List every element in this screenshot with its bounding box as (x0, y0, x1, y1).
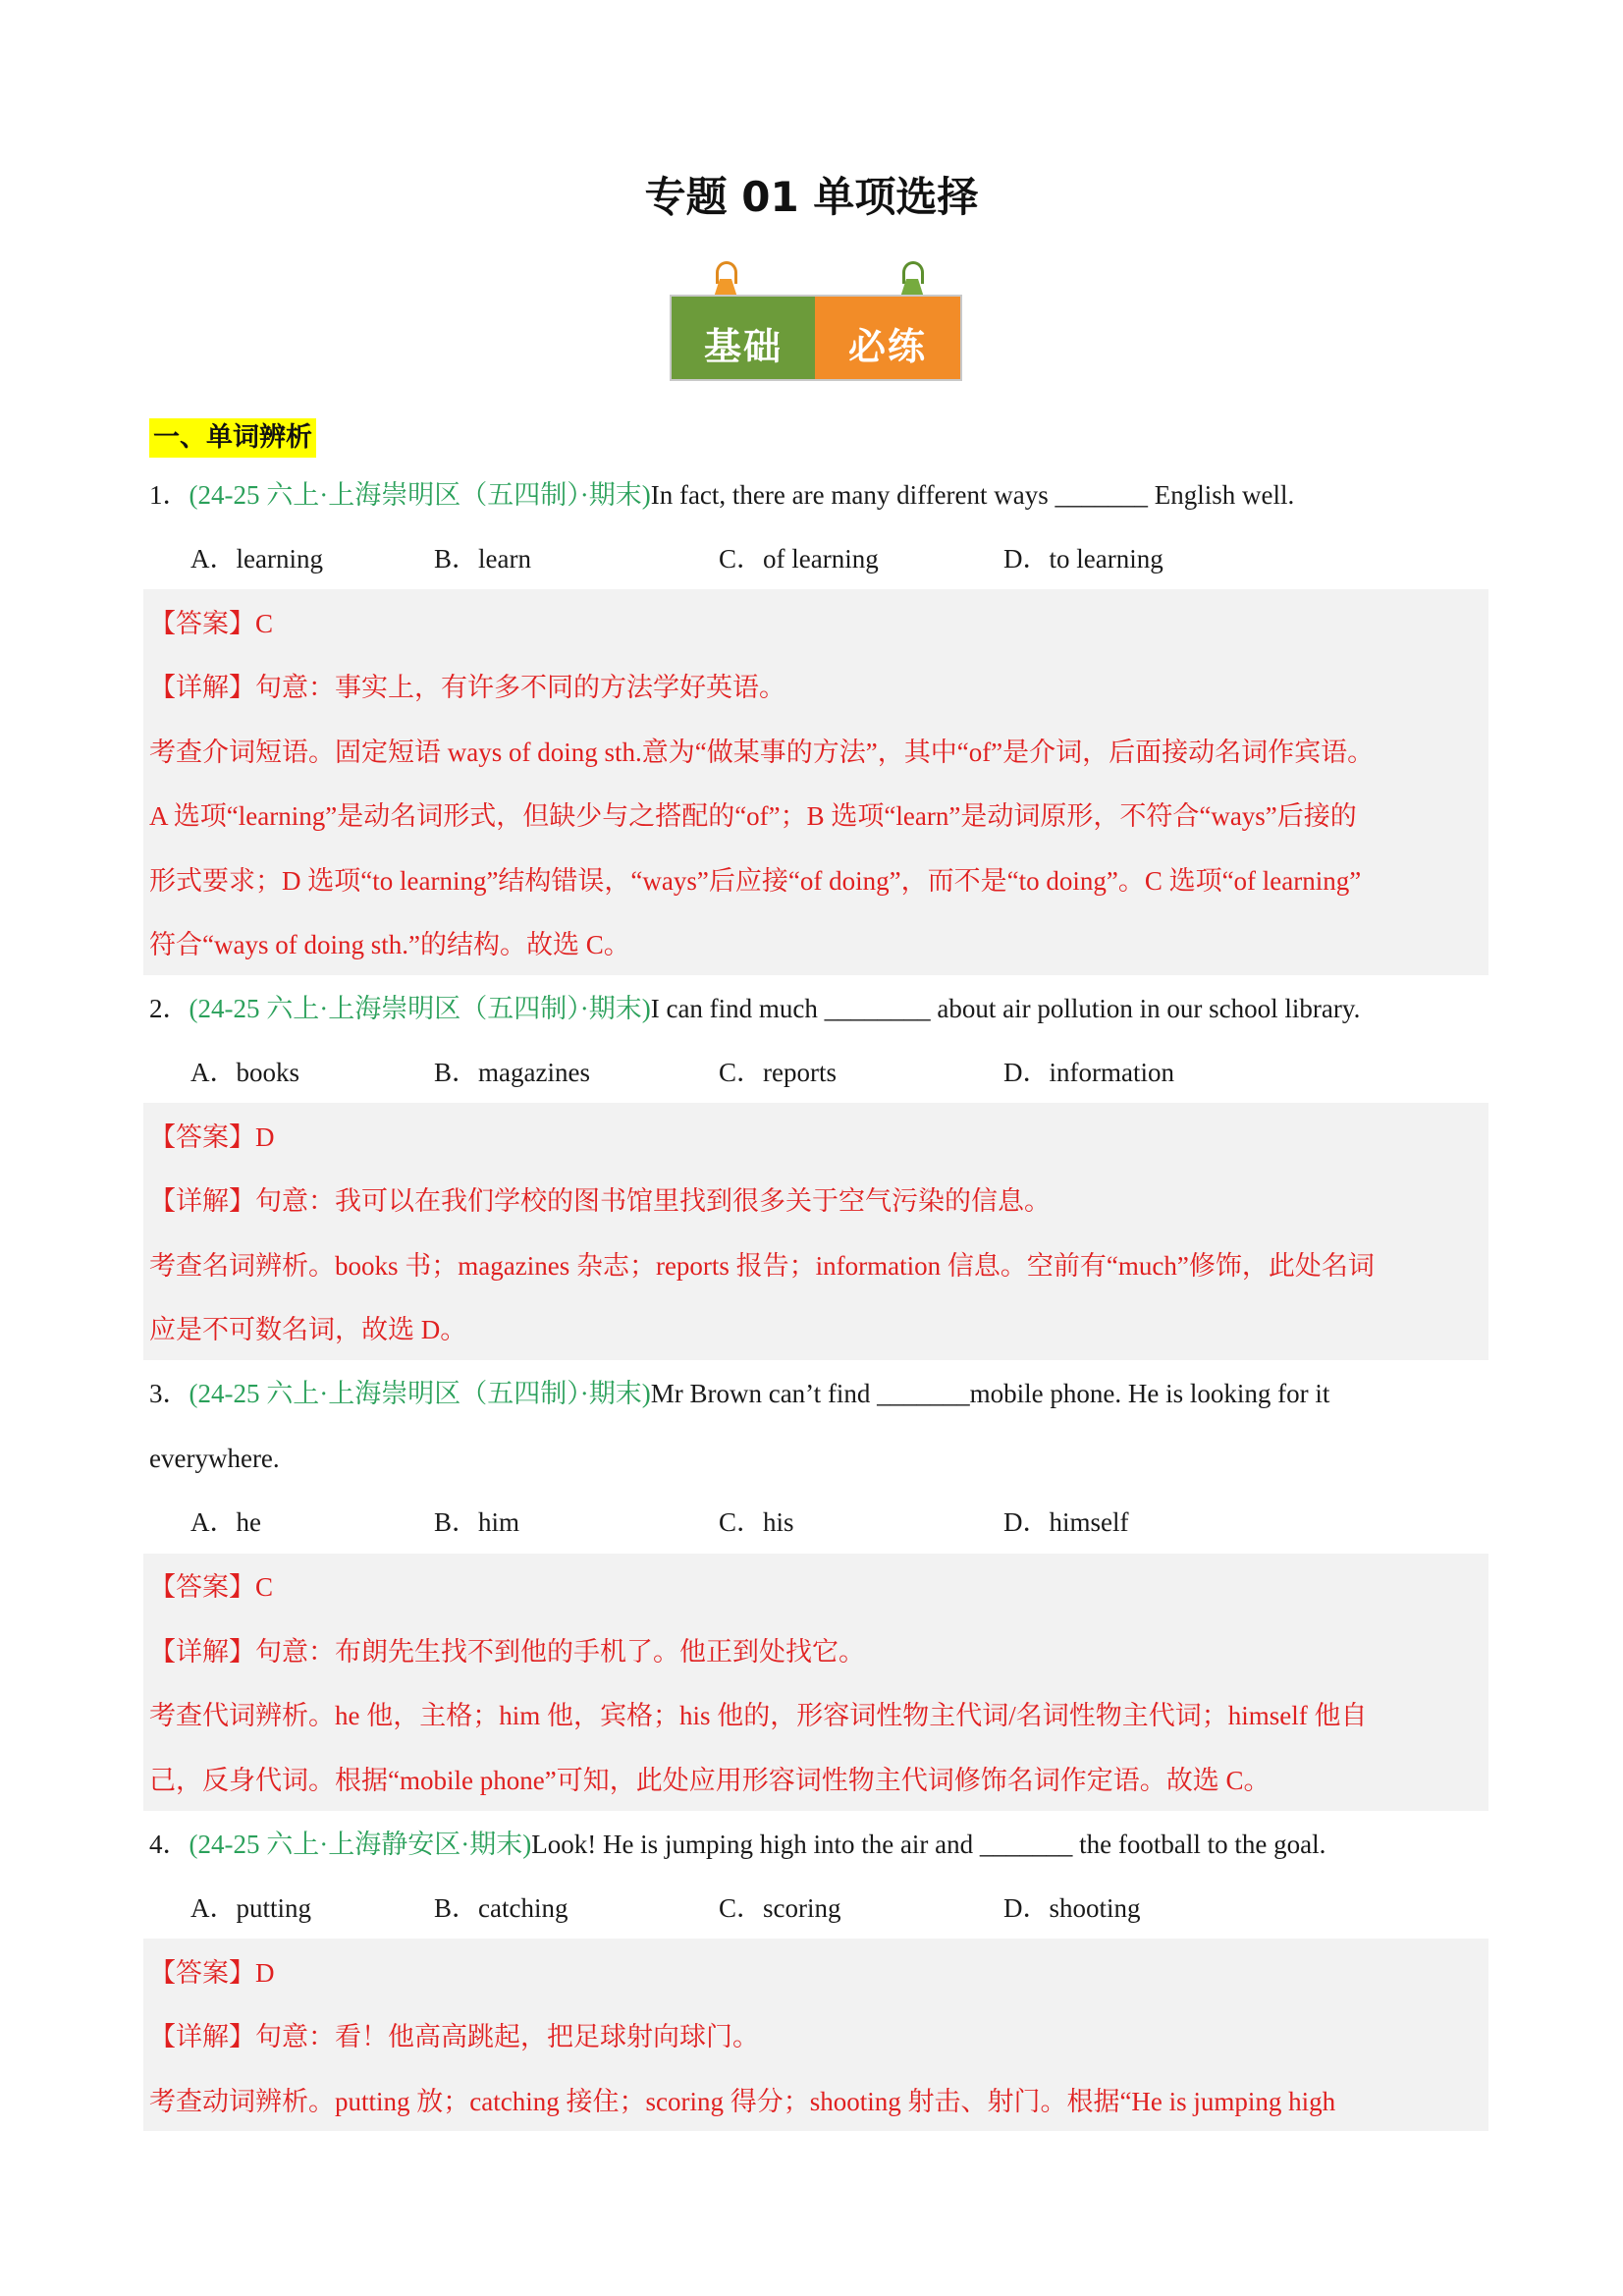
question-source: (24-25 六上·上海静安区·期末) (189, 1830, 532, 1859)
answer-explain-line: 应是不可数名词，故选 D。 (149, 1315, 467, 1344)
question-source: (24-25 六上·上海崇明区（五四制）·期末) (189, 480, 651, 510)
answer-explain-line: 考查介词短语。固定短语 ways of doing sth.意为“做某事的方法”，其中“of”是介词，后面接动名词作宾语。 (149, 738, 1375, 767)
answer-explain-line: 形式要求；D 选项“to learning”结构错误，“ways”后应接“of doing”，而不是“to doing”。C 选项“of learning” (149, 866, 1362, 896)
option-d: D．information (1003, 1058, 1174, 1087)
option-a: A．learning (190, 544, 323, 574)
question-stem: Mr Brown can’t find _______mobile phone. He is looking for it (650, 1379, 1330, 1408)
question-number: 4． (149, 1830, 189, 1859)
question-source: (24-25 六上·上海崇明区（五四制）·期末) (189, 1379, 651, 1408)
answer-explain-line: A 选项“learning”是动名词形式，但缺少与之搭配的“of”；B 选项“learn”是动词原形，不符合“ways”后接的 (149, 801, 1357, 831)
answer-explain-line: 己，反身代词。根据“mobile phone”可知，此处应用形容词性物主代词修饰名词作定语。故选 C。 (149, 1766, 1271, 1795)
question-3 (149, 1376, 1329, 1411)
question-stem-continued: everywhere. (149, 1444, 280, 1473)
option-d: D．himself (1003, 1507, 1129, 1537)
option-d: D．to learning (1003, 544, 1163, 574)
option-c: C．of learning (719, 544, 879, 574)
banner-left (670, 295, 815, 381)
question-number: 1． (149, 480, 189, 510)
answer-detail: 【详解】句意：事实上，有许多不同的方法学好英语。 (149, 673, 785, 702)
banner-left-text: 基础 (703, 325, 783, 368)
option-a: A．he (190, 1507, 261, 1537)
banner-right-text: 必练 (847, 325, 927, 368)
answer-explain-line: 考查代词辨析。he 他，主格；him 他，宾格；his 他的，形容词性物主代词/名词性物主代词；himself 他自 (149, 1701, 1368, 1730)
question-stem: Look! He is jumping high into the air and _______ the football to the goal. (531, 1830, 1326, 1859)
banner-right (815, 295, 962, 381)
answer: 【答案】D (149, 1958, 275, 1988)
answer-box (143, 589, 1488, 975)
section-heading: 一、单词辨析 (149, 418, 316, 458)
question-stem: In fact, there are many different ways _______ English well. (650, 480, 1295, 510)
answer-detail: 【详解】句意：布朗先生找不到他的手机了。他正到处找它。 (149, 1637, 865, 1667)
option-d: D．shooting (1003, 1893, 1141, 1923)
answer-explain-line: 符合“ways of doing sth.”的结构。故选 C。 (149, 930, 630, 959)
answer: 【答案】C (149, 609, 274, 638)
answer-detail: 【详解】句意：看！他高高跳起，把足球射向球门。 (149, 2022, 759, 2051)
answer-explain-line: 考查名词辨析。books 书；magazines 杂志；reports 报告；information 信息。空前有“much”修饰，此处名词 (149, 1251, 1375, 1281)
option-b: B．learn (434, 544, 531, 574)
question-stem: I can find much ________ about air pollution in our school library. (650, 994, 1361, 1023)
question-source: (24-25 六上·上海崇明区（五四制）·期末) (189, 994, 651, 1023)
question-number: 2． (149, 994, 189, 1023)
answer: 【答案】D (149, 1122, 275, 1152)
option-a: A．putting (190, 1893, 312, 1923)
option-c: C．scoring (719, 1893, 841, 1923)
answer-detail: 【详解】句意：我可以在我们学校的图书馆里找到很多关于空气污染的信息。 (149, 1186, 1051, 1216)
question-1 (149, 477, 1294, 513)
page-title: 专题 01 单项选择 (644, 173, 979, 221)
banner-basic-practice (670, 261, 962, 383)
question-number: 3． (149, 1379, 189, 1408)
answer: 【答案】C (149, 1572, 274, 1602)
option-b: B．magazines (434, 1058, 590, 1087)
answer-explain-line: 考查动词辨析。putting 放；catching 接住；scoring 得分；shooting 射击、射门。根据“He is jumping high (149, 2087, 1336, 2116)
option-a: A．books (190, 1058, 300, 1087)
option-b: B．him (434, 1507, 520, 1537)
question-4 (149, 1827, 1325, 1862)
option-c: C．his (719, 1507, 794, 1537)
question-2 (149, 991, 1360, 1026)
option-b: B．catching (434, 1893, 568, 1923)
option-c: C．reports (719, 1058, 837, 1087)
